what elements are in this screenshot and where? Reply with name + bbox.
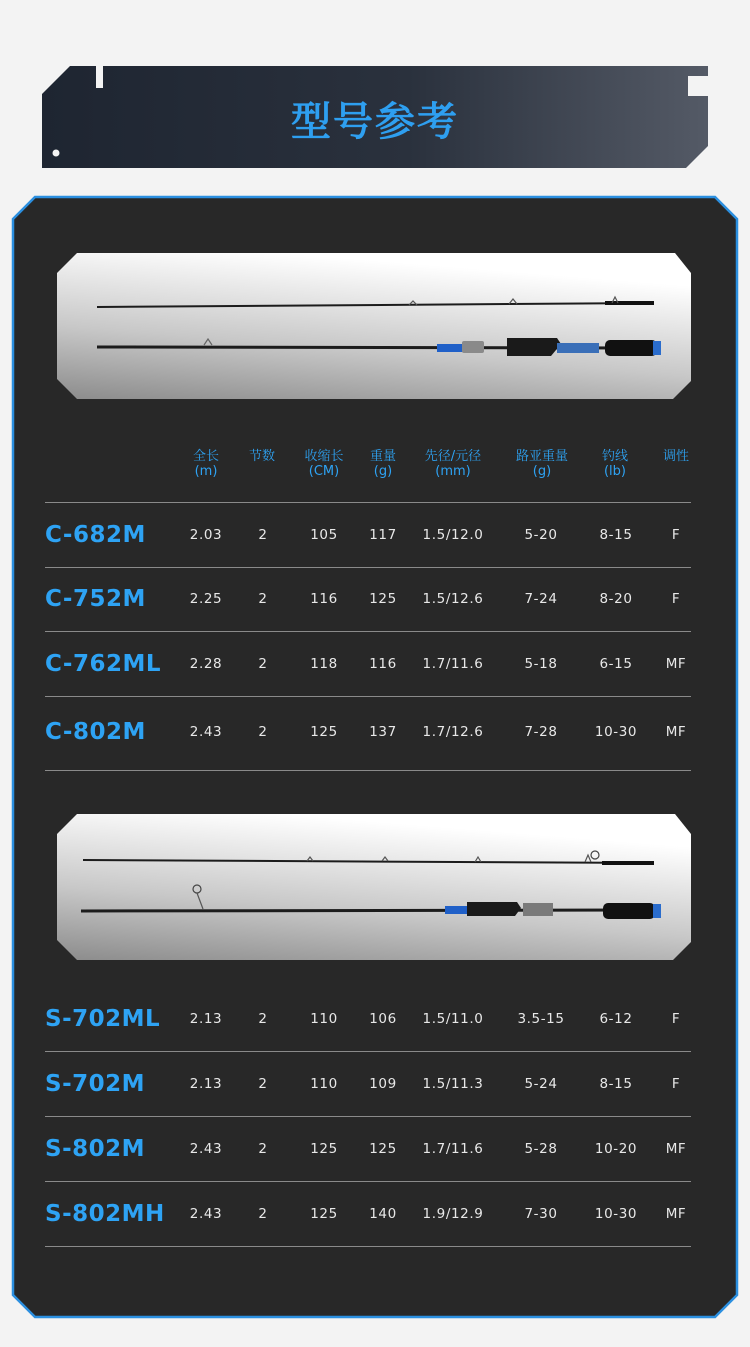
line-cell: 10-20 [594, 1141, 638, 1157]
closed-length-cell: 125 [310, 724, 338, 740]
section-banner [42, 66, 708, 168]
closed-length-cell: 110 [310, 1011, 338, 1027]
sections-cell: 2 [258, 1076, 268, 1092]
col-header-sections: 节数 [248, 449, 275, 464]
line-cell: 10-30 [594, 1206, 638, 1222]
line-cell: 10-30 [594, 724, 638, 740]
col-header-diameter: 先径/元径 (mm) [424, 449, 482, 479]
table-row [45, 987, 691, 1052]
lure-weight-cell: 7-28 [524, 724, 558, 740]
weight-cell: 109 [369, 1076, 397, 1092]
col-header-length: 全长 (m) [192, 449, 219, 479]
model-name: C-752M [45, 586, 146, 612]
sections-cell: 2 [258, 656, 268, 672]
model-name: S-802MH [45, 1201, 165, 1227]
diameter-cell: 1.7/11.6 [422, 656, 484, 672]
action-cell: F [671, 527, 681, 543]
weight-cell: 125 [369, 591, 397, 607]
col-header-lure-weight: 路亚重量 (g) [515, 449, 568, 479]
length-cell: 2.43 [189, 1141, 223, 1157]
sections-cell: 2 [258, 1206, 268, 1222]
model-name: S-702ML [45, 1006, 161, 1032]
line-cell: 6-15 [599, 656, 633, 672]
diameter-cell: 1.9/12.9 [422, 1206, 484, 1222]
diameter-cell: 1.5/11.0 [422, 1011, 484, 1027]
lure-weight-cell: 5-18 [524, 656, 558, 672]
weight-cell: 140 [369, 1206, 397, 1222]
length-cell: 2.25 [189, 591, 223, 607]
table-row [45, 632, 691, 697]
length-cell: 2.13 [189, 1076, 223, 1092]
col-header-action: 调性 [662, 449, 689, 464]
weight-cell: 117 [369, 527, 397, 543]
action-cell: F [671, 1076, 681, 1092]
col-header-closed-length: 收缩长 (CM) [304, 449, 344, 479]
lure-weight-cell: 7-24 [524, 591, 558, 607]
table-row [45, 1052, 691, 1117]
lure-weight-cell: 5-20 [524, 527, 558, 543]
action-cell: MF [665, 724, 687, 740]
closed-length-cell: 110 [310, 1076, 338, 1092]
closed-length-cell: 116 [310, 591, 338, 607]
spinning-rod-image [57, 814, 691, 960]
table-row [45, 502, 691, 568]
length-cell: 2.43 [189, 724, 223, 740]
table-row [45, 1117, 691, 1182]
length-cell: 2.03 [189, 527, 223, 543]
diameter-cell: 1.5/12.0 [422, 527, 484, 543]
diameter-cell: 1.7/11.6 [422, 1141, 484, 1157]
col-header-weight: 重量 (g) [369, 449, 396, 479]
model-name: C-682M [45, 522, 146, 548]
action-cell: F [671, 1011, 681, 1027]
action-cell: F [671, 591, 681, 607]
sections-cell: 2 [258, 724, 268, 740]
sections-cell: 2 [258, 1141, 268, 1157]
banner-title: 型号参考 [291, 99, 459, 145]
col-header-line: 钓线 (lb) [601, 449, 628, 479]
length-cell: 2.43 [189, 1206, 223, 1222]
line-cell: 8-20 [599, 591, 633, 607]
closed-length-cell: 125 [310, 1141, 338, 1157]
model-name: S-802M [45, 1136, 146, 1162]
line-cell: 6-12 [599, 1011, 633, 1027]
weight-cell: 137 [369, 724, 397, 740]
lure-weight-cell: 5-28 [524, 1141, 558, 1157]
action-cell: MF [665, 656, 687, 672]
model-name: C-762ML [45, 651, 162, 677]
weight-cell: 116 [369, 656, 397, 672]
model-name: C-802M [45, 719, 146, 745]
closed-length-cell: 125 [310, 1206, 338, 1222]
action-cell: MF [665, 1206, 687, 1222]
diameter-cell: 1.5/11.3 [422, 1076, 484, 1092]
lure-weight-cell: 7-30 [524, 1206, 558, 1222]
weight-cell: 125 [369, 1141, 397, 1157]
diameter-cell: 1.7/12.6 [422, 724, 484, 740]
weight-cell: 106 [369, 1011, 397, 1027]
sections-cell: 2 [258, 1011, 268, 1027]
action-cell: MF [665, 1141, 687, 1157]
table-row [45, 700, 691, 771]
model-name: S-702M [45, 1071, 146, 1097]
sections-cell: 2 [258, 527, 268, 543]
closed-length-cell: 105 [310, 527, 338, 543]
length-cell: 2.13 [189, 1011, 223, 1027]
casting-rod-image [57, 253, 691, 399]
line-cell: 8-15 [599, 527, 633, 543]
lure-weight-cell: 3.5-15 [517, 1011, 565, 1027]
diameter-cell: 1.5/12.6 [422, 591, 484, 607]
table-row [45, 567, 691, 632]
lure-weight-cell: 5-24 [524, 1076, 558, 1092]
sections-cell: 2 [258, 591, 268, 607]
table-row [45, 1182, 691, 1247]
closed-length-cell: 118 [310, 656, 338, 672]
line-cell: 8-15 [599, 1076, 633, 1092]
length-cell: 2.28 [189, 656, 223, 672]
